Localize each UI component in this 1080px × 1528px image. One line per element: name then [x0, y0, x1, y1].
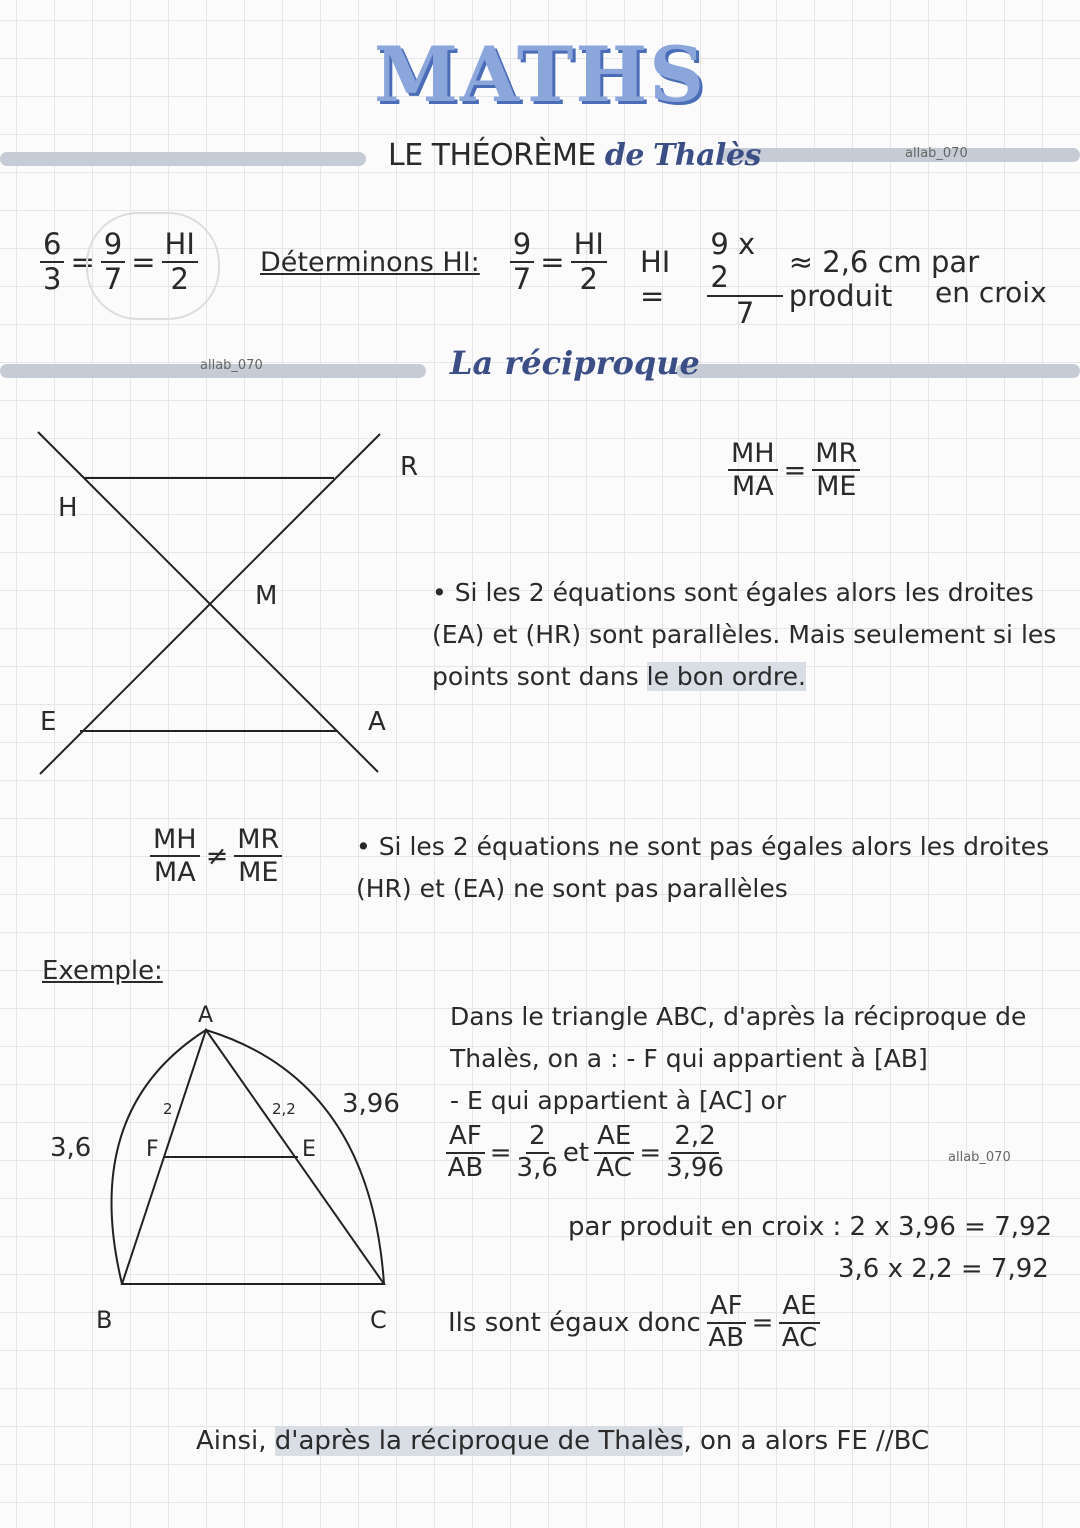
- ex-length-ac: 3,96: [342, 1089, 400, 1119]
- ex-length-ab: 3,6: [50, 1133, 92, 1163]
- section-watermark: allab_070: [200, 358, 263, 373]
- ex-label-b: B: [96, 1306, 113, 1334]
- page-title: MATHS: [373, 30, 707, 119]
- subtitle-name: Thalès: [652, 138, 761, 173]
- label-a: A: [368, 707, 386, 737]
- label-h: H: [58, 493, 78, 523]
- cross-product-1: par produit en croix : 2 x 3,96 = 7,92: [568, 1212, 1053, 1242]
- watermark: allab_070: [905, 146, 968, 161]
- ex-label-a: A: [198, 1003, 214, 1028]
- subtitle-de: de: [604, 138, 644, 173]
- hi-result-line2: en croix: [935, 276, 1047, 309]
- reciprocal-text: • Si les 2 équations sont égales alors les droites (EA) et (HR) sont parallèles. Mais seulement si les points sont dans le bon ordre.: [432, 578, 1057, 691]
- label-r: R: [400, 452, 419, 482]
- negation-text: • Si les 2 équations ne sont pas égales alors les droites (HR) et (EA) ne sont pas parallèles: [356, 832, 1050, 903]
- ratio-3: $\frac{HI}{2}$: [162, 228, 198, 297]
- hi-result: HI = $\frac{9 x 2}{7}$ ≈ 2,6 cm par produit: [640, 228, 1080, 330]
- ex-label-f: F: [146, 1137, 159, 1162]
- example-watermark: allab_070: [948, 1150, 1011, 1165]
- ex-label-e: E: [302, 1137, 316, 1162]
- hi-frac: $\frac{9 x 2}{7}$: [707, 228, 782, 330]
- equality-conclusion: Ils sont égaux donc $\frac{AF}{AB}$ = $\frac{AE}{AC}$: [448, 1292, 820, 1354]
- line-ha: [38, 432, 378, 772]
- thales-ratios: $\frac{6}{3}$ = $\frac{9}{7}$ = $\frac{HI}{2}$: [40, 228, 198, 297]
- ratio-2: $\frac{9}{7}$: [101, 228, 125, 297]
- eq-frac-2: $\frac{HI}{2}$: [571, 228, 607, 297]
- ex-length-af: 2: [163, 1100, 173, 1118]
- hi-value: ≈ 2,6 cm par produit: [788, 245, 980, 314]
- label-m: M: [255, 581, 278, 611]
- example-label: Exemple:: [42, 956, 163, 986]
- cross-product-2: 3,6 x 2,2 = 7,92: [838, 1254, 1049, 1284]
- eq-frac-1: $\frac{9}{7}$: [510, 228, 534, 297]
- section-title: La réciproque: [450, 344, 700, 382]
- determine-label: Déterminons HI:: [260, 246, 480, 278]
- negation-inequality: $\frac{MH}{MA}$ ≠ $\frac{MR}{ME}$: [150, 824, 282, 888]
- subtitle-main: LE THÉORÈME: [388, 138, 596, 173]
- reciprocal-equality: $\frac{MH}{MA}$ = $\frac{MR}{ME}$: [728, 438, 860, 502]
- ex-length-ae: 2,2: [272, 1100, 296, 1118]
- ratio-1: $\frac{6}{3}$: [40, 228, 64, 297]
- conclusion: Ainsi, d'après la réciproque de Thalès, on a alors FE //BC: [196, 1426, 930, 1456]
- example-ratios: $\frac{AF}{AB}$ = $\frac{2}{3,6}$ et $\frac{AE}{AC}$ = $\frac{2,2}{3,96}$: [447, 1121, 725, 1183]
- ex-label-c: C: [370, 1306, 387, 1334]
- determine-hi: Déterminons HI: $\frac{9}{7}$ = $\frac{HI}{2}$: [260, 228, 607, 297]
- label-e: E: [40, 707, 57, 737]
- example-text: Dans le triangle ABC, d'après la réciproque de Thalès, on a : - F qui appartient à [AB] - E qui appartient à [AC] or: [450, 1002, 1027, 1115]
